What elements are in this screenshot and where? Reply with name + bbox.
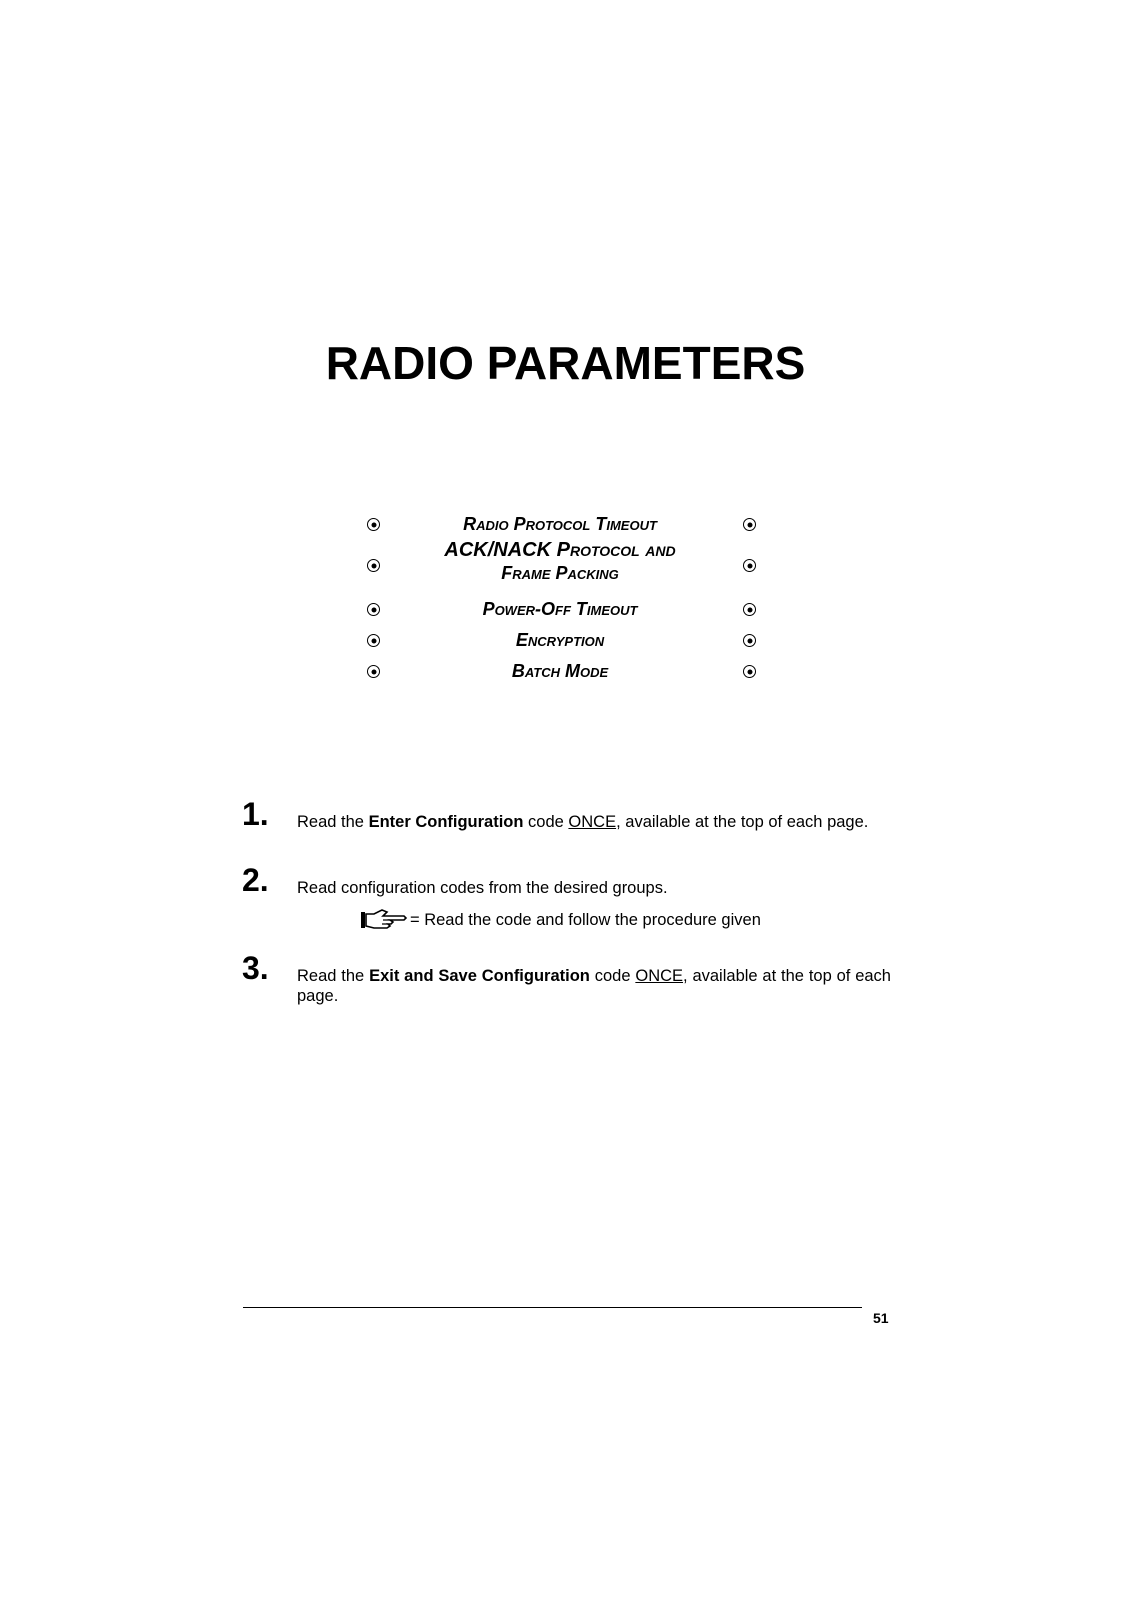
bullet-icon	[743, 634, 756, 647]
step-text-part: , available at the top of each page.	[297, 967, 891, 1005]
step-text	[297, 812, 891, 832]
toc-item-label: Radio Protocol Timeout	[463, 514, 657, 534]
bullet-icon	[367, 518, 380, 531]
toc-item-label: Batch Mode	[511, 661, 609, 681]
bullet-icon	[743, 559, 756, 572]
step-text-part: Read the	[297, 967, 370, 985]
step-text-part: , available at the top of each page.	[616, 813, 869, 831]
bullet-icon	[367, 559, 380, 572]
note-text: = Read the code and follow the procedure given	[410, 910, 761, 929]
bullet-icon	[743, 603, 756, 616]
step-text-underline: ONCE	[568, 813, 617, 831]
toc-item-label-line1: ACK/NACK Protocol and	[444, 539, 676, 561]
pointing-hand-icon	[360, 908, 410, 932]
bullet-icon	[367, 634, 380, 647]
toc-item-label: Power-Off Timeout	[482, 599, 638, 619]
step-text-bold: Enter Configuration	[368, 813, 524, 831]
page-number: 51	[873, 1310, 889, 1326]
bullet-icon	[367, 665, 380, 678]
step-number: 2.	[242, 862, 269, 898]
step-text-part: code	[523, 813, 569, 831]
step-text-bold: Exit and Save Configuration	[369, 967, 590, 985]
step-text-underline: ONCE	[635, 967, 684, 985]
toc-item-label-line2: Frame Packing	[501, 563, 619, 583]
step-text	[297, 966, 891, 1006]
procedure-note	[360, 908, 761, 932]
step-text: Read configuration codes from the desired groups.	[297, 879, 668, 897]
bullet-icon	[743, 665, 756, 678]
step-number: 1.	[242, 796, 269, 832]
step-text-part: code	[589, 967, 636, 985]
step-text-part: Read the	[297, 813, 369, 831]
page-title: RADIO PARAMETERS	[325, 337, 806, 389]
bullet-icon	[367, 603, 380, 616]
toc-item-label: Encryption	[515, 630, 605, 650]
step-number: 3.	[242, 950, 269, 986]
bullet-icon	[743, 518, 756, 531]
footer-divider	[243, 1307, 862, 1308]
